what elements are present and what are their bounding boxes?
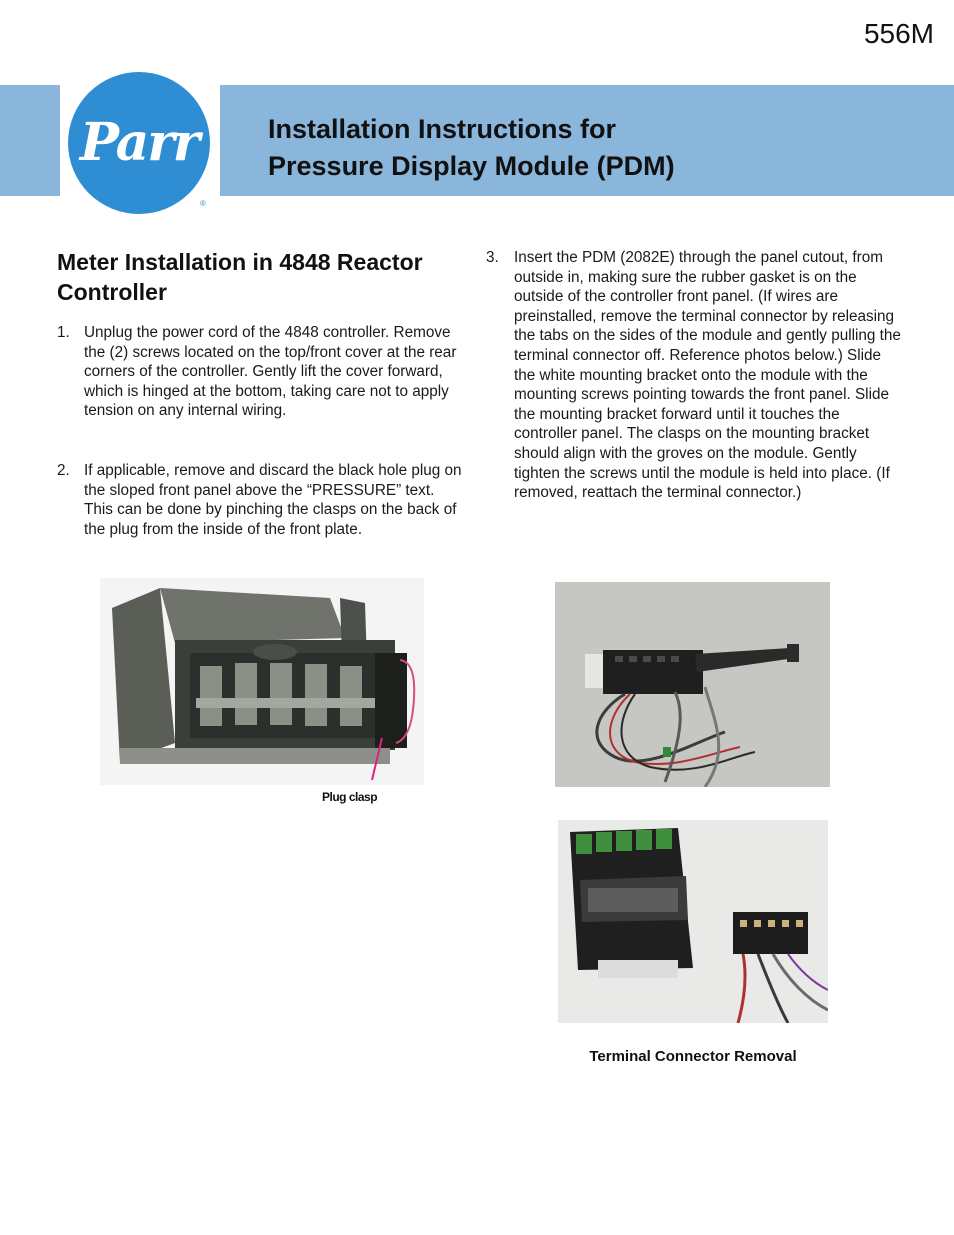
- logo-registered-mark: ®: [200, 199, 206, 208]
- title-line-1: Installation Instructions for: [268, 114, 617, 144]
- logo-text: Parr: [79, 112, 199, 173]
- step-number: 2.: [57, 462, 70, 479]
- page-title: [268, 111, 675, 185]
- step-text: Unplug the power cord of the 4848 controller. Remove the (2) screws located on the top/front cover at the rear corners of the controller. Gently lift the cover forward, which is hinged at the bottom, taking care not to apply tension on any internal wiring.: [84, 324, 457, 420]
- plug-clasp-illustration: [100, 578, 424, 785]
- parr-logo: [60, 64, 220, 222]
- terminal-connector-caption: Terminal Connector Removal: [589, 1048, 797, 1065]
- terminal-connector-photo: [558, 820, 828, 1023]
- document-number: 556M: [863, 18, 934, 49]
- title-line-2: Pressure Display Module (PDM): [268, 151, 675, 181]
- plug-clasp-photo: [100, 578, 424, 785]
- plug-clasp-label: Plug clasp: [322, 790, 378, 804]
- pdm-module-photo: [555, 582, 830, 787]
- pdm-module-illustration: [555, 582, 830, 787]
- terminal-connector-illustration: [558, 820, 828, 1023]
- section-heading: Meter Installation in 4848 Reactor Controller: [57, 249, 423, 305]
- step-text: Insert the PDM (2082E) through the panel cutout, from outside in, making sure the rubber gasket is on the outside of the controller front panel. (If wires are preinstalled, remove the terminal connector by releasing the tabs on the sides of the module and gently pulling the terminal connector off. Reference photos below.) Slide the white mounting bracket onto the module with the mounting screws pointing towards the front panel. Slide the mounting bracket forward until it touches the controller panel. The clasps on the mounting bracket should align with the groves on the module. Gently tighten the screws until the module is held into place. (If removed, reattach the terminal connector.): [514, 249, 901, 502]
- step-number: 3.: [486, 249, 499, 266]
- step-text: If applicable, remove and discard the black hole plug on the sloped front panel above the “PRESSURE” text. This can be done by pinching the clasps on the back of the plug from the inside of the front plate.: [84, 462, 462, 538]
- logo-circle: [68, 72, 210, 214]
- step-number: 1.: [57, 324, 70, 341]
